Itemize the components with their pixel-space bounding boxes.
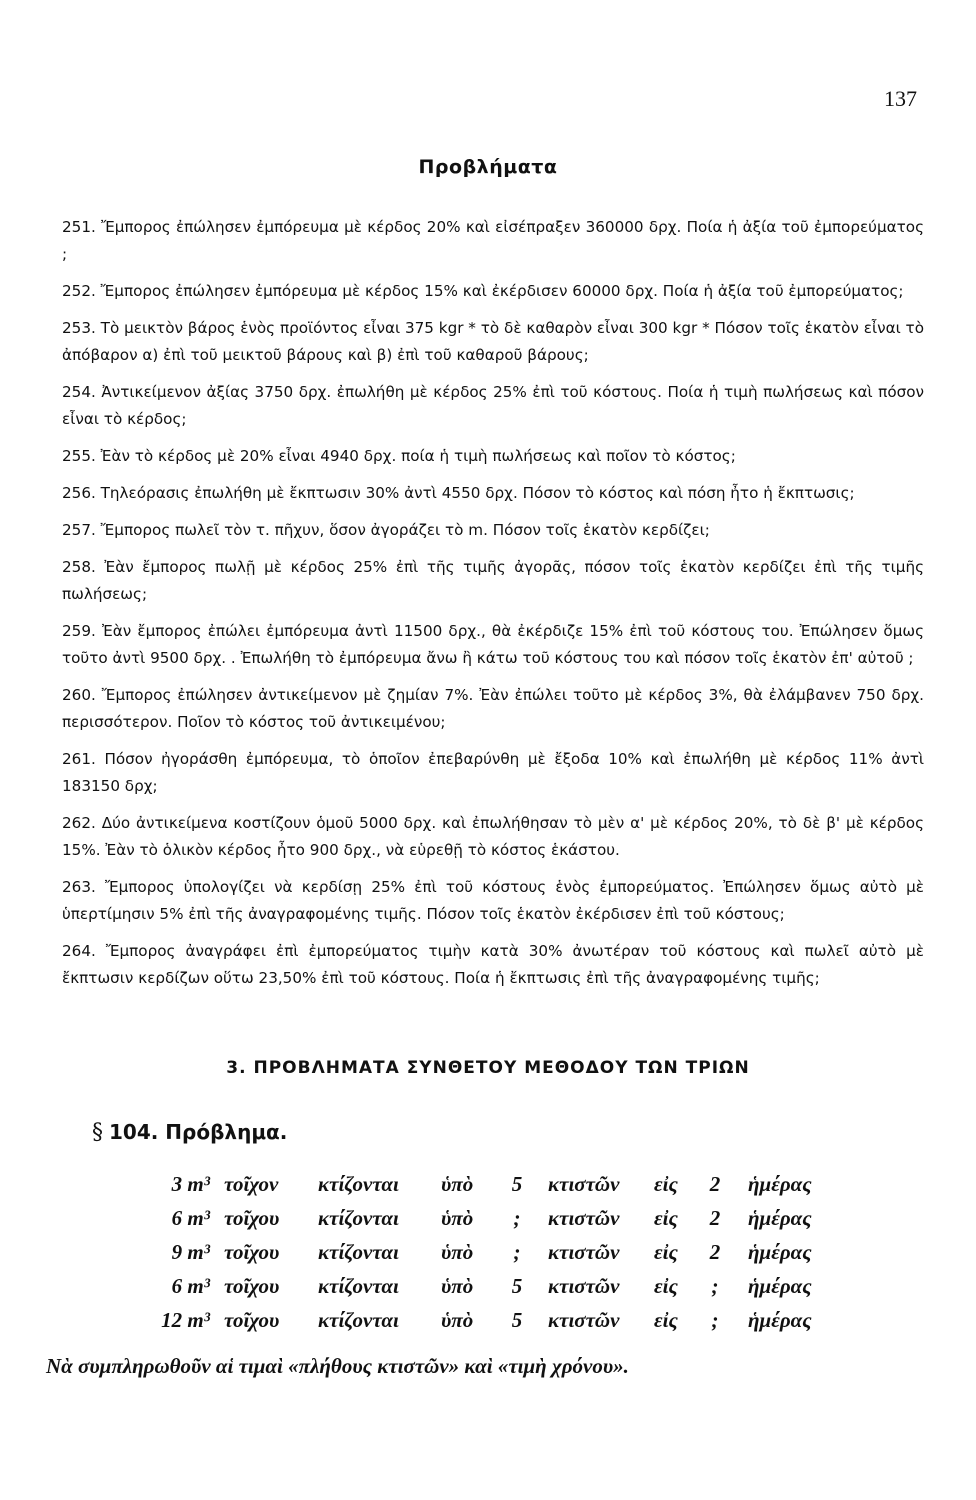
grid-row: 6 m³ τοῖχου κτίζονται ὑπὸ 5 κτιστῶν εἰς ; ἡμέρας	[171, 1274, 812, 1298]
section-heading: Προβλήματα	[418, 156, 558, 178]
problem-list	[62, 214, 924, 1002]
page-number: 137	[884, 86, 917, 111]
problem-item: 264. Ἔμπορος ἀναγράφει ἐπὶ ἐμπορεύματος τιμὴν κατὰ 30% ἀνωτέραν τοῦ κόστους καὶ πωλεῖ αὐτὸ μὲ ἔκπτωσιν κερδίζων οὕτω 23,50% ἐπὶ τοῦ κόστους. Ποία ἡ ἔκπτωσις ἐπὶ τῆς ἀναγραφομένης τιμῆς;	[62, 942, 925, 987]
problem-item: 252. Ἔμπορος ἐπώλησεν ἐμπόρευμα μὲ κέρδος 15% καὶ ἐκέρδισεν 60000 δρχ. Ποία ἡ ἀξία τοῦ ἐμπορεύματος;	[62, 282, 904, 300]
problem-item: 262. Δύο ἀντικείμενα κοστίζουν ὁμοῦ 5000 δρχ. καὶ ἐπωλήθησαν τὸ μὲν α' μὲ κέρδος 20%, τὸ δὲ β' μὲ κέρδος 15%. Ἐὰν τὸ ὁλικὸν κέρδος ἦτο 900 δρχ., νὰ εὑρεθῇ τὸ κόστος ἑκάστου.	[62, 814, 924, 859]
problem-grid	[0, 1172, 976, 1342]
grid-row: 12 m³ τοῖχου κτίζονται ὑπὸ 5 κτιστῶν εἰς ; ἡμέρας	[161, 1308, 812, 1332]
problem-item: 260. Ἔμπορος ἐπώλησεν ἀντικείμενον μὲ ζημίαν 7%. Ἐὰν ἐπώλει τοῦτο μὲ κέρδος 3%, θὰ ἐλάμβανεν 750 δρχ. περισσότερον. Ποῖον τὸ κόστος τοῦ ἀντικειμένου;	[62, 686, 924, 731]
problem-item: 255. Ἐὰν τὸ κέρδος μὲ 20% εἶναι 4940 δρχ. ποία ἡ τιμὴ πωλήσεως καὶ ποῖον τὸ κόστος;	[62, 447, 736, 465]
conclusion-text: Νὰ συμπληρωθοῦν αἱ τιμαὶ «πλήθους κτιστῶν» καὶ «τιμὴ χρόνου».	[46, 1354, 629, 1378]
problem-item: 257. Ἔμπορος πωλεῖ τὸν τ. πῆχυν, ὅσον ἀγοράζει τὸ m. Πόσον τοῖς ἑκατὸν κερδίζει;	[62, 521, 710, 539]
subsection-title: § 104. Πρόβλημα.	[92, 1120, 288, 1145]
grid-row: 6 m³ τοῖχου κτίζονται ὑπὸ ; κτιστῶν εἰς 2 ἡμέρας	[171, 1206, 812, 1230]
problem-item: 251. Ἔμπορος ἐπώλησεν ἐμπόρευμα μὲ κέρδος 20% καὶ εἰσέπραξεν 360000 δρχ. Ποία ἡ ἀξία τοῦ ἐμπορεύματος ;	[62, 218, 924, 263]
problem-item: 259. Ἐὰν ἔμπορος ἐπώλει ἐμπόρευμα ἀντὶ 11500 δρχ., θὰ ἐκέρδιζε 15% ἐπὶ τοῦ κόστους του. Ἐπώλησεν ὅμως τοῦτο ἀντὶ 9500 δρχ. . Ἐπωλήθη τὸ ἐμπόρευμα ἄνω ἢ κάτω τοῦ κόστους του καὶ πόσον τοῖς ἑκατὸν ἐπ' αὐτοῦ ;	[62, 622, 925, 667]
problem-item: 258. Ἐὰν ἔμπορος πωλῇ μὲ κέρδος 25% ἐπὶ τῆς τιμῆς ἀγορᾶς, πόσον τοῖς ἑκατὸν κερδίζει ἐπὶ τῆς τιμῆς πωλήσεως;	[62, 558, 924, 603]
chapter-heading: 3. ΠΡΟΒΛΗΜΑΤΑ ΣΥΝΘΕΤΟΥ ΜΕΘΟΔΟΥ ΤΩΝ ΤΡΙΩΝ	[226, 1058, 750, 1078]
problem-item: 256. Τηλεόρασις ἐπωλήθη μὲ ἔκπτωσιν 30% ἀντὶ 4550 δρχ. Πόσον τὸ κόστος καὶ πόση ἦτο ἡ ἔκπτωσις;	[62, 484, 855, 502]
section-sign: §	[92, 1120, 103, 1145]
grid-row: 9 m³ τοῖχου κτίζονται ὑπὸ ; κτιστῶν εἰς 2 ἡμέρας	[171, 1240, 812, 1264]
problem-item: 253. Τὸ μεικτὸν βάρος ἑνὸς προϊόντος εἶναι 375 kgr * τὸ δὲ καθαρὸν εἶναι 300 kgr * Πόσον τοῖς ἑκατὸν εἶναι τὸ ἀπόβαρον α) ἐπὶ τοῦ μεικτοῦ βάρους καὶ β) ἐπὶ τοῦ καθαροῦ βάρους;	[62, 319, 924, 364]
problem-item: 263. Ἔμπορος ὑπολογίζει νὰ κερδίσῃ 25% ἐπὶ τοῦ κόστους ἑνὸς ἐμπορεύματος. Ἐπώλησεν ὅμως αὐτὸ μὲ ὑπερτίμησιν 5% ἐπὶ τῆς ἀναγραφομένης τιμῆς. Πόσον τοῖς ἑκατὸν ἐκέρδισεν ἐπὶ τοῦ κόστους;	[62, 878, 924, 923]
grid-row: 3 m³ τοῖχον κτίζονται ὑπὸ 5 κτιστῶν εἰς 2 ἡμέρας	[171, 1172, 812, 1196]
problem-item: 261. Πόσον ἠγοράσθη ἐμπόρευμα, τὸ ὁποῖον ἐπεβαρύνθη μὲ ἔξοδα 10% καὶ ἐπωλήθη μὲ κέρδος 11% ἀντὶ 183150 δρχ;	[62, 750, 925, 795]
problem-item: 254. Ἀντικείμενον ἀξίας 3750 δρχ. ἐπωλήθη μὲ κέρδος 25% ἐπὶ τοῦ κόστους. Ποία ἡ τιμὴ πωλήσεως καὶ πόσον εἶναι τὸ κέρδος;	[62, 383, 925, 428]
